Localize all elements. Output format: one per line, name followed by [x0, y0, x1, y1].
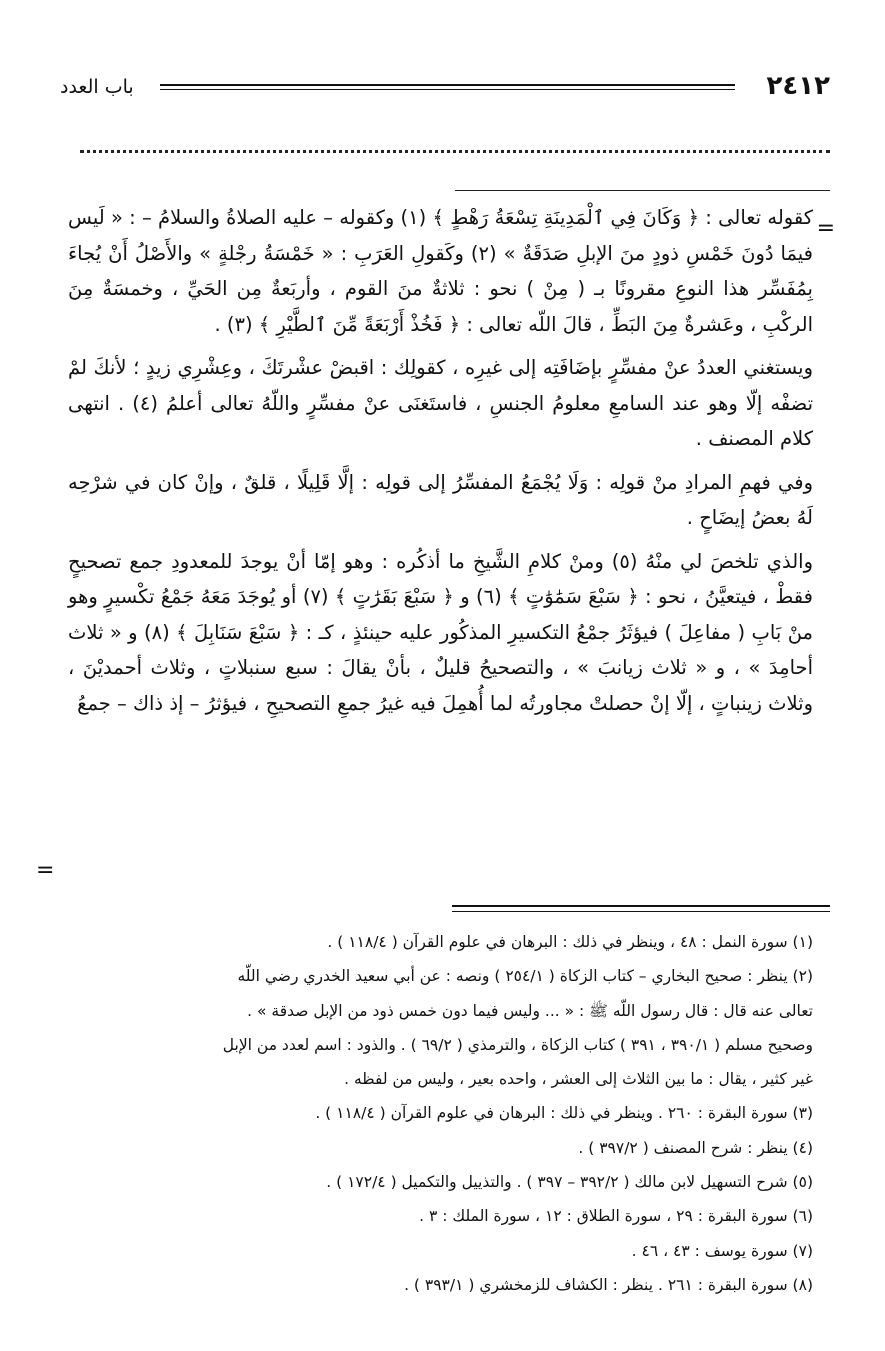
footnote-1: (١) سورة النمل : ٤٨ ، وينظر في ذلك : البرهان في علوم القرآن ( ١١٨/٤ ) .	[327, 933, 813, 951]
paragraph-1: كقوله تعالى : ﴿ وَكَانَ فِي ٱلْمَدِينَةِ تِسْعَةُ رَهْطٍ ﴾ (١) وكقوله – عليه الصلاةُ والسلامُ – : « لَيس فيمَا دُونَ خَمْسِ ذودٍ منَ الإبلِ صَدَقَةٌ » (٢) وكَقولِ العَرَبِ : « خَمْسَةُ رجْلةٍ » والأَصْلُ أَنْ يُجاءَ بِمُفَسِّر هذا النوعِ مقرونًا بـ ( مِنْ ) نحو : ثلاثةٌ منَ القوم ، وأربَعةٌ مِن الحَيِّ ، وخمسَةٌ مِنَ الركْبِ ، وعَشرةٌ مِنَ البَطِّ ، قالَ اللّه تعالى : ﴿ فَخُذْ أَرْبَعَةً مِّنَ ٱلطَّيْرِ ﴾ (٣) .	[68, 206, 813, 336]
footnote-6: (٦) سورة البقرة : ٢٩ ، سورة الطلاق : ١٢ ، سورة الملك : ٣ .	[419, 1207, 813, 1226]
footnote-3: (٣) سورة البقرة : ٢٦٠ . وينظر في ذلك : البرهان في علوم القرآن ( ١١٨/٤ ) .	[315, 1104, 813, 1123]
footnote-2-cont-3: غير كثير ، يقال : ما بين الثلاث إلى العشر ، واحده بعير ، وليس من لفظه .	[344, 1070, 813, 1089]
section-rule	[455, 190, 830, 191]
paragraph-2: ويستغني العددُ عنْ مفسِّرٍ بإضَافَتِه إلى غيرِه ، كقولِك : اقبضْ عشْرتَكَ ، وعِشْرِي زيدٍ ؛ لأنكَ لمْ تضفْه إلّا وهو عند السامعِ معلومُ الجنسِ ، فاستَغنَى عنْ مفسِّرٍ واللّهُ تعالى أعلمُ (٤) . انتهى كلام المصنف .	[68, 356, 813, 450]
footnotes	[68, 925, 813, 1302]
footnote-4: (٤) ينظر : شرح المصنف ( ٣٩٧/٢ ) .	[578, 1138, 813, 1157]
header-rule	[160, 84, 735, 86]
continuation-mark-top: =	[816, 216, 835, 241]
main-text	[68, 200, 813, 721]
paragraph-4: والذي تلخصَ لي منْهُ (٥) ومنْ كلامِ الشَّيخِ ما أذكُره : وهو إمّا أنْ يوجدَ للمعدودِ جمع تصحيحٍ فقطْ ، فيتعيَّنُ ، نحو : ﴿ سَبْعَ سَمَٰوَٰتٍ ﴾ (٦) و ﴿ سَبْعَ بَقَرَٰتٍ ﴾ (٧) أو يُوجَدَ مَعَهُ جَمْعُ تكْسيرٍ وهو منْ بَابِ ( مفاعِلَ ) فيؤثَرُ جمْعُ التكسيرِ المذكُور عليه حينئذٍ ، كـ : ﴿ سَبْعَ سَنَابِلَ ﴾ (٨) و « ثلاث أحامِدَ » ، و « ثلاث زيانبَ » ، والتصحيحُ قليلٌ ، بأنْ يقالَ : سبع سنبلاتٍ ، وثلاث أحمديْنَ ، وثلاث زينباتٍ ، إلّا إنْ حصلتْ مجاورتُه لما أُهمِلَ فيه غيرُ جمعِ التصحيحِ ، فيؤثرُ – إذ ذاك – جمعُ	[68, 549, 813, 715]
dotted-separator	[80, 150, 830, 153]
footnote-8: (٨) سورة البقرة : ٢٦١ . ينظر : الكشاف للزمخشري ( ٣٩٣/١ ) .	[404, 1275, 813, 1294]
header-rule-thin	[160, 89, 735, 90]
continuation-mark-bottom: =	[36, 858, 55, 883]
paragraph-3: وفي فهمِ المرادِ منْ قولِه : وَلَا يُجْمَعُ المفسِّرُ إلى قولِه : إلَّا قَلِيلًا ، قلقٌ ، وإنْ كان في شرْحِه لَهُ بعضُ إيضَاحٍ .	[68, 470, 813, 529]
chapter-title: باب العدد	[60, 76, 134, 98]
footnote-2-cont-2: وصحيح مسلم ( ٣٩٠/١ ، ٣٩١ ) كتاب الزكاة ، والترمذي ( ٦٩/٢ ) . والذود : اسم لعدد من الإبل	[222, 1035, 813, 1054]
running-header	[60, 70, 830, 106]
footnote-2: (٢) ينظر : صحيح البخاري – كتاب الزكاة ( ٢٥٤/١ ) ونصه : عن أبي سعيد الخدري رضي اللّه	[237, 967, 813, 986]
footnote-rule	[452, 905, 830, 907]
page-number: ٢٤١٢	[766, 71, 830, 101]
footnote-5: (٥) شرح التسهيل لابن مالك ( ٣٩٢/٢ – ٣٩٧ ) . والتذييل والتكميل ( ١٧٢/٤ ) .	[326, 1173, 813, 1192]
footnote-2-cont-1: تعالى عنه قال : قال رسول اللّه ﷺ : « ... وليس فيما دون خمس ذود من الإبل صدقة » .	[247, 1001, 813, 1020]
footnote-rule-thin	[452, 911, 830, 912]
footnote-7: (٧) سورة يوسف : ٤٣ ، ٤٦ .	[631, 1241, 813, 1260]
